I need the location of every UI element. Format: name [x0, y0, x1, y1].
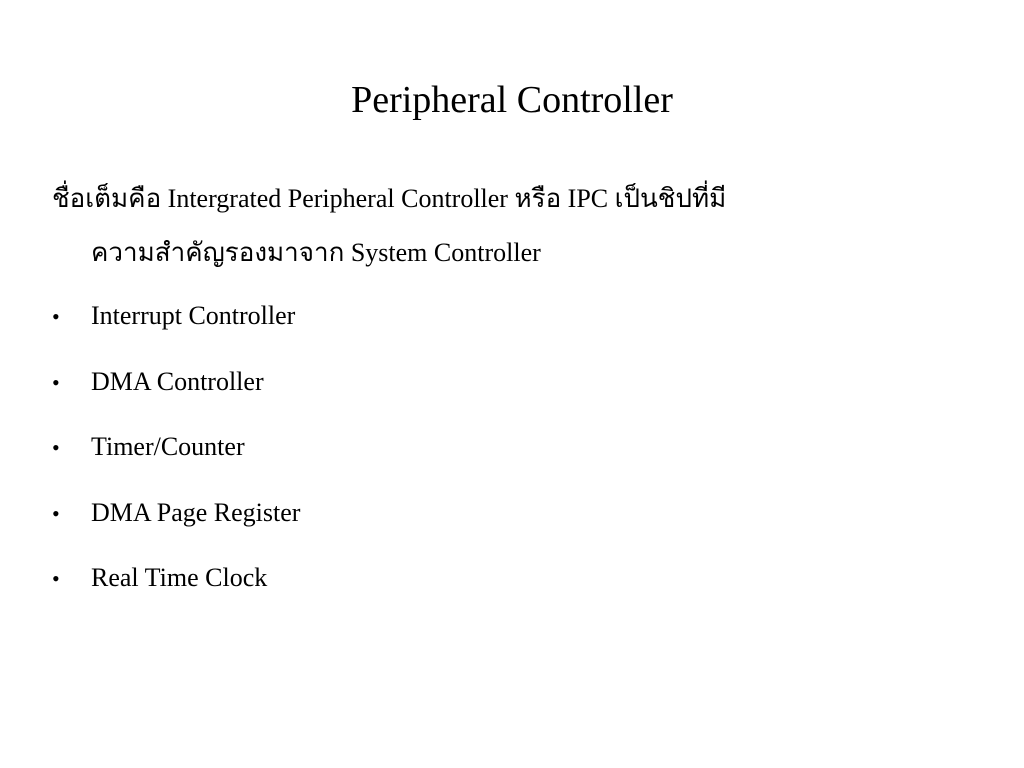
bullet-dot-icon: • [52, 304, 60, 329]
intro-paragraph [52, 172, 952, 280]
intro-line-2: ความสำคัญรองมาจาก System Controller [91, 238, 541, 267]
bullet-item-dma-page-register [52, 493, 300, 559]
bullet-dot-icon: • [52, 500, 60, 526]
bullet-text: Timer/Counter [91, 432, 245, 461]
slide-title: Peripheral Controller [351, 79, 673, 121]
intro-line-1: ชื่อเต็มคือ Intergrated Peripheral Controller หรือ IPC เป็นชิปที่มี [52, 184, 727, 213]
bullet-dot-icon: • [52, 369, 60, 395]
bullet-item-timer-counter [52, 427, 300, 493]
bullet-text: Real Time Clock [91, 563, 268, 592]
bullet-item-real-time-clock [52, 558, 300, 624]
bullet-item-interrupt-controller [52, 296, 300, 362]
bullet-dot-icon: • [52, 435, 60, 460]
bullet-dot-icon: • [52, 566, 60, 591]
bullet-text: DMA Page Register [91, 497, 301, 527]
bullet-text: DMA Controller [91, 366, 264, 396]
bullet-item-dma-controller [52, 362, 300, 428]
bullet-list [52, 296, 300, 624]
bullet-text: Interrupt Controller [91, 301, 296, 330]
